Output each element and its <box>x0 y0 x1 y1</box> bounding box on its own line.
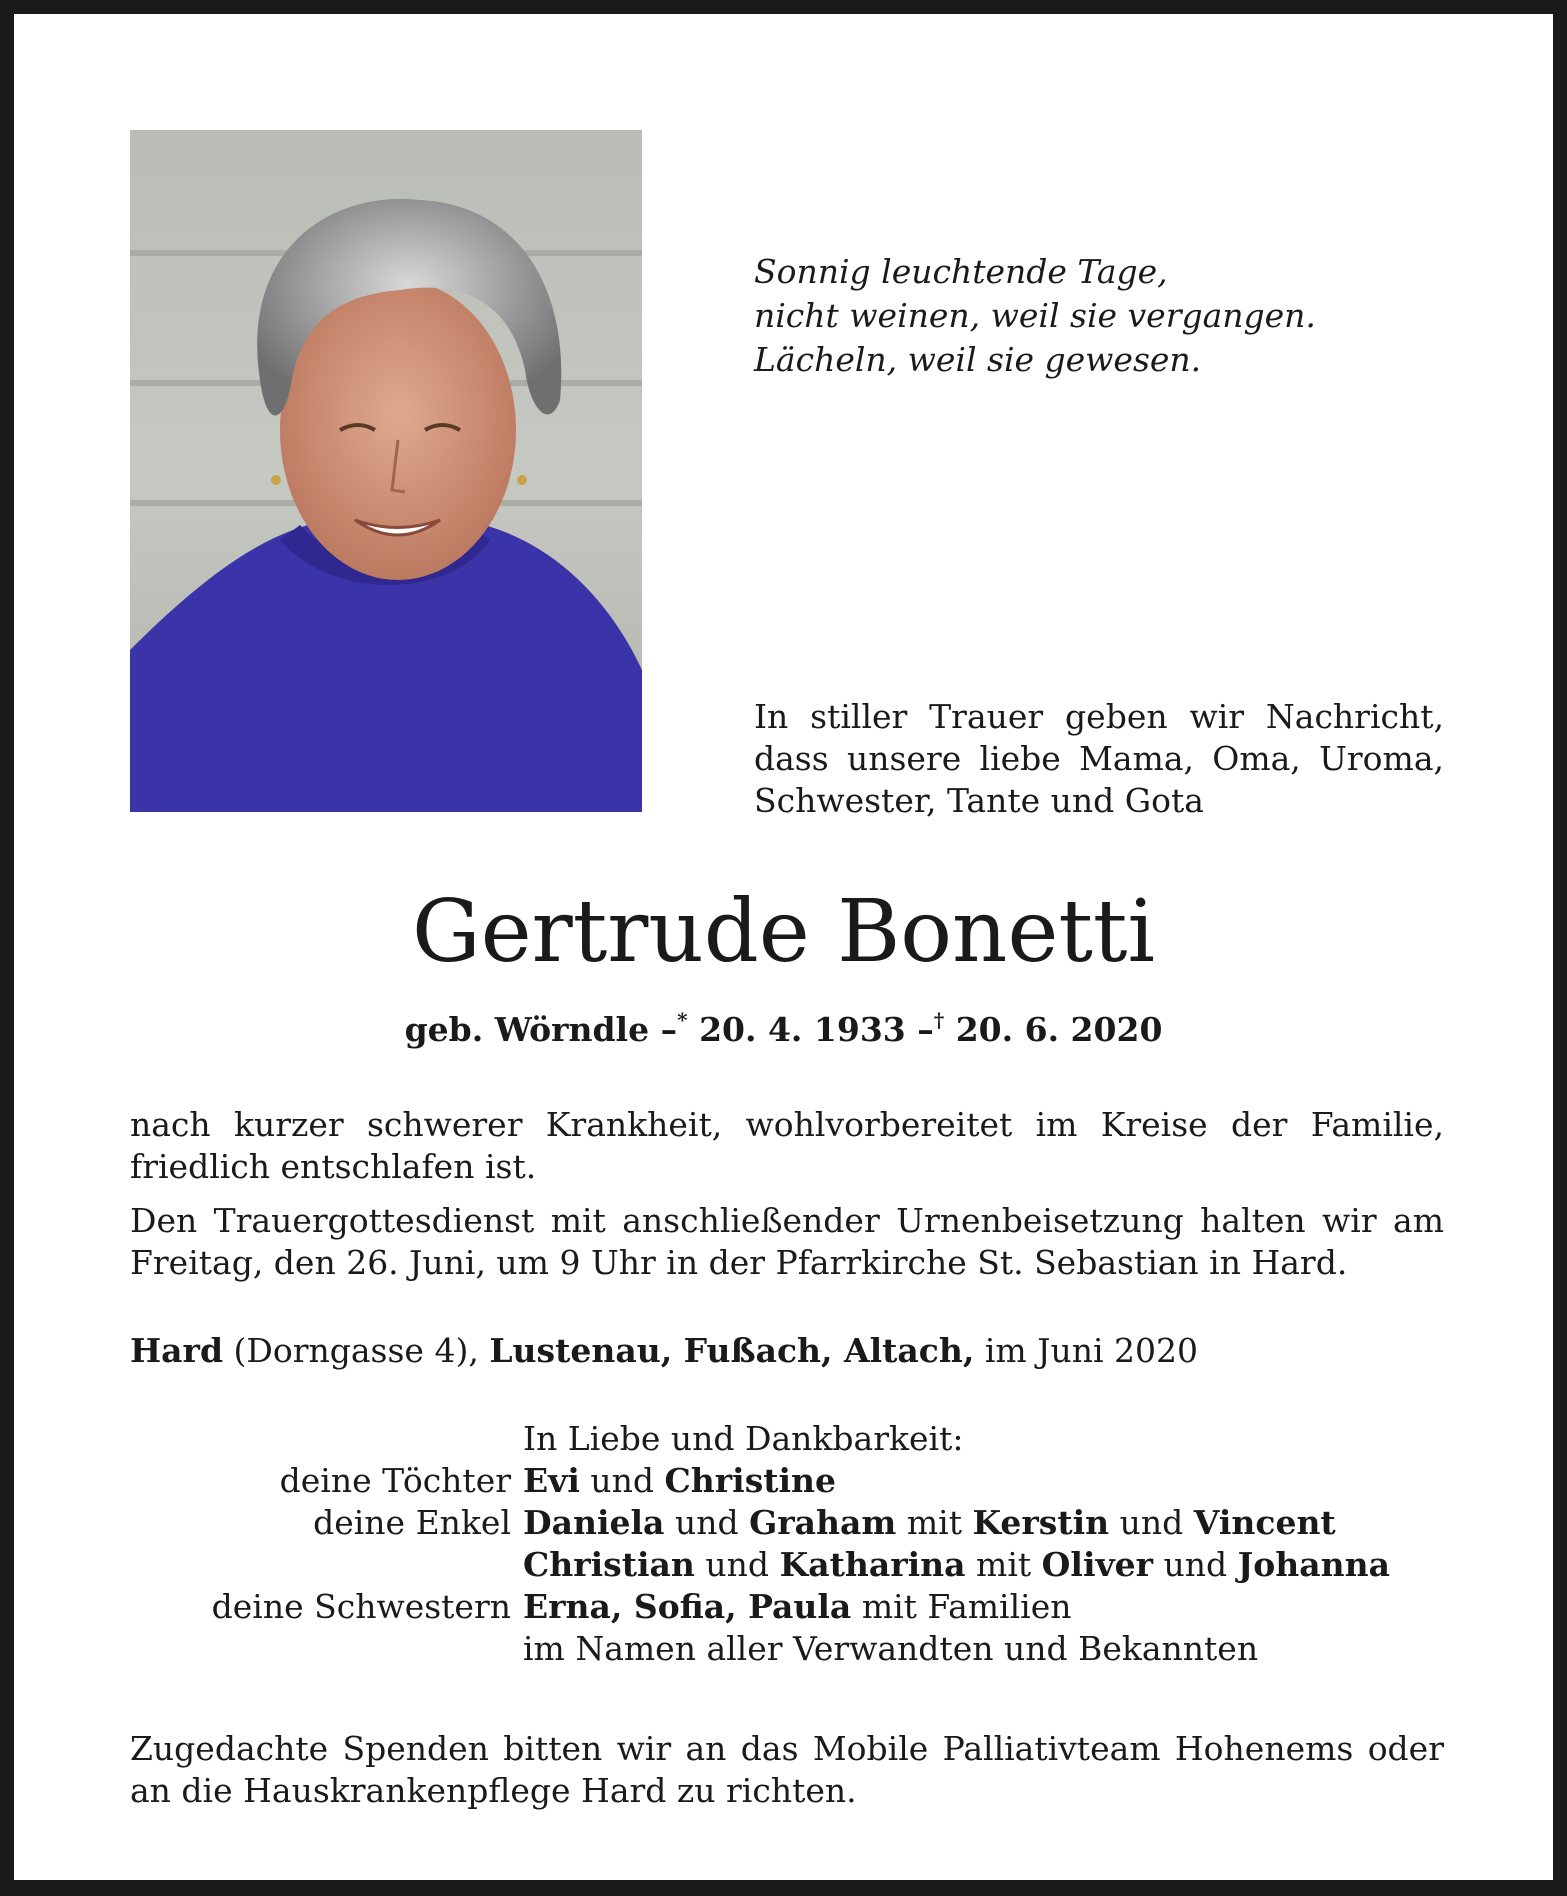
family-row-daughters <box>130 1460 1450 1502</box>
family-names <box>523 1502 1336 1544</box>
obituary-card <box>14 14 1553 1880</box>
family-list <box>130 1418 1450 1670</box>
motto-line: nicht weinen, weil sie vergangen. <box>754 296 1316 335</box>
family-name: Daniela <box>523 1503 665 1542</box>
family-names <box>523 1460 836 1502</box>
family-label <box>130 1544 523 1586</box>
family-label: deine Töchter <box>279 1461 511 1500</box>
family-name: Christian <box>523 1545 695 1584</box>
family-name: Christine <box>664 1461 837 1500</box>
family-join: mit <box>906 1503 962 1542</box>
family-row-grandchildren <box>130 1502 1450 1544</box>
family-row-grandchildren-2 <box>130 1544 1450 1586</box>
motto-line: Sonnig leuchtende Tage, <box>754 252 1168 291</box>
body-line: Den Trauergottesdienst mit anschließender Urnenbeisetzung halten wir am <box>130 1201 1444 1240</box>
family-name: Kerstin <box>972 1503 1110 1542</box>
donation-line: an die Hauskrankenpflege Hard zu richten. <box>130 1771 857 1810</box>
place-date: im Juni 2020 <box>984 1331 1198 1370</box>
place-and-date <box>130 1330 1198 1372</box>
donation-request <box>130 1728 1444 1812</box>
funeral-service-text <box>130 1200 1444 1284</box>
portrait-photo <box>130 130 642 812</box>
family-join: mit Familien <box>861 1587 1072 1626</box>
family-join: und <box>1119 1503 1184 1542</box>
body-line: friedlich entschlafen ist. <box>130 1147 537 1186</box>
death-date: 20. 6. 2020 <box>955 1010 1163 1049</box>
deceased-name: Gertrude Bonetti <box>412 882 1155 982</box>
family-row-sisters <box>130 1586 1450 1628</box>
family-names <box>523 1544 1390 1586</box>
intro-line: dass unsere liebe Mama, Oma, Uroma, <box>754 739 1444 778</box>
intro-text <box>754 696 1444 822</box>
family-name: Katharina <box>779 1545 966 1584</box>
family-join: und <box>590 1461 655 1500</box>
dash: – <box>917 1010 934 1049</box>
family-label: deine Enkel <box>313 1503 511 1542</box>
family-row-closing <box>130 1628 1450 1670</box>
family-join: und <box>1163 1545 1228 1584</box>
birth-date: 20. 4. 1933 <box>699 1010 906 1049</box>
family-join: mit <box>976 1545 1032 1584</box>
place-town: Hard <box>130 1331 224 1370</box>
family-name: Oliver <box>1041 1545 1154 1584</box>
family-label: deine Schwestern <box>211 1587 511 1626</box>
family-name: Erna, Sofia, Paula <box>523 1587 852 1626</box>
life-dates <box>14 1010 1553 1049</box>
place-address: (Dorngasse 4), <box>233 1331 479 1370</box>
portrait-image <box>130 130 642 812</box>
family-join: und <box>674 1503 739 1542</box>
born-name: geb. Wörndle <box>404 1010 650 1049</box>
intro-line: Schwester, Tante und Gota <box>754 781 1204 820</box>
family-name: Johanna <box>1237 1545 1391 1584</box>
family-join: und <box>705 1545 770 1584</box>
family-heading-row <box>130 1418 1450 1460</box>
donation-line: Zugedachte Spenden bitten wir an das Mobile Palliativteam Hohenems oder <box>130 1729 1444 1768</box>
family-label <box>130 1628 523 1670</box>
motto-line: Lächeln, weil sie gewesen. <box>754 340 1202 379</box>
birth-symbol: * <box>677 1008 688 1032</box>
family-heading: In Liebe und Dankbarkeit: <box>523 1419 964 1458</box>
family-name: Evi <box>523 1461 580 1500</box>
death-notice-text <box>130 1104 1444 1188</box>
intro-line: In stiller Trauer geben wir Nachricht, <box>754 697 1444 736</box>
dash: – <box>660 1010 678 1049</box>
body-line: Freitag, den 26. Juni, um 9 Uhr in der Pfarrkirche St. Sebastian in Hard. <box>130 1243 1348 1282</box>
family-label <box>130 1418 523 1460</box>
death-symbol: † <box>933 1008 945 1032</box>
motto-verse <box>754 250 1316 382</box>
family-name: Graham <box>749 1503 897 1542</box>
family-name: Vincent <box>1193 1503 1336 1542</box>
family-closing-line: im Namen aller Verwandten und Bekannten <box>523 1629 1259 1668</box>
family-names <box>523 1586 1071 1628</box>
body-line: nach kurzer schwerer Krankheit, wohlvorbereitet im Kreise der Familie, <box>130 1105 1444 1144</box>
place-towns: Lustenau, Fußach, Altach, <box>489 1331 975 1370</box>
